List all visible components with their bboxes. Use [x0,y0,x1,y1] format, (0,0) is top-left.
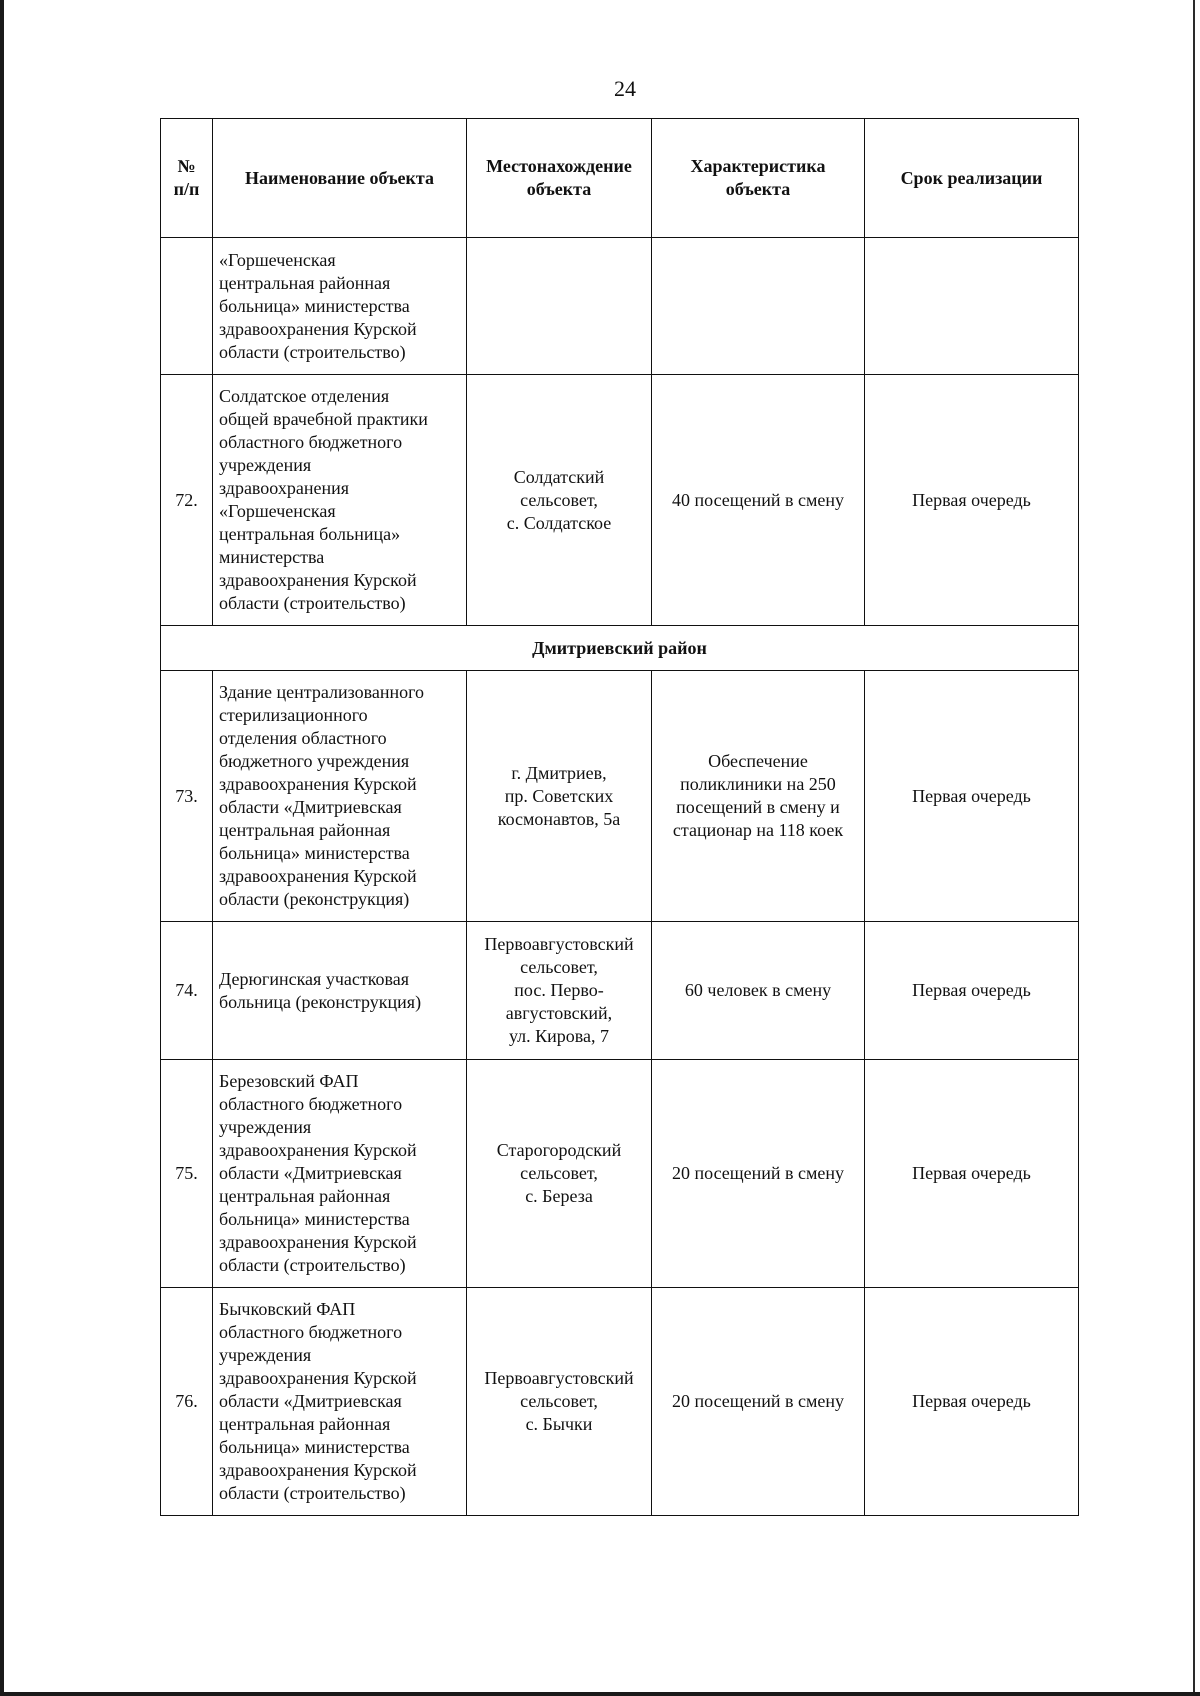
table-row [161,1288,1079,1516]
cell-num: 72. [161,375,213,626]
cell-num: 76. [161,1288,213,1516]
table-row [161,671,1079,922]
cell-term: Первая очередь [865,1060,1079,1288]
cell-name: Дерюгинская участковая больница (реконструкция) [213,922,467,1060]
header-term: Срок реализации [865,119,1079,238]
cell-name: «Горшеченская центральная районная больница» министерства здравоохранения Курской области (строительство) [213,238,467,375]
cell-term [865,238,1079,375]
header-num: № п/п [161,119,213,238]
cell-term: Первая очередь [865,671,1079,922]
header-location: Местонахождение объекта [467,119,652,238]
cell-term: Первая очередь [865,375,1079,626]
cell-name: Бычковский ФАП областного бюджетного учреждения здравоохранения Курской области «Дмитриевская центральная районная больница» министерства здравоохранения Курской области (строительство) [213,1288,467,1516]
cell-characteristic: 40 посещений в смену [652,375,865,626]
cell-name: Солдатское отделения общей врачебной практики областного бюджетного учреждения здравоохранения «Горшеченская центральная больница» министерства здравоохранения Курской области (строительство) [213,375,467,626]
cell-name: Березовский ФАП областного бюджетного учреждения здравоохранения Курской области «Дмитриевская центральная районная больница» министерства здравоохранения Курской области (строительство) [213,1060,467,1288]
table-row [161,922,1079,1060]
cell-name: Здание централизованного стерилизационного отделения областного бюджетного учреждения здравоохранения Курской области «Дмитриевская центральная районная больница» министерства здравоохранения Курской области (реконструкция) [213,671,467,922]
header-characteristic: Характеристика объекта [652,119,865,238]
cell-location: Старогородский сельсовет, с. Береза [467,1060,652,1288]
cell-num: 74. [161,922,213,1060]
cell-location: Солдатский сельсовет, с. Солдатское [467,375,652,626]
table-row [161,1060,1079,1288]
scan-edge-right [1193,0,1195,1696]
scan-edge-left [0,0,4,1696]
cell-characteristic: 60 человек в смену [652,922,865,1060]
cell-characteristic: Обеспечение поликлиники на 250 посещений в смену и стационар на 118 коек [652,671,865,922]
cell-location [467,238,652,375]
section-title-dmitrievsky: Дмитриевский район [161,626,1079,671]
table-row-continued [161,238,1079,375]
table-header-row [161,119,1079,238]
cell-num: 73. [161,671,213,922]
objects-table [160,118,1079,1516]
cell-num: 75. [161,1060,213,1288]
scan-edge-bottom [0,1692,1200,1696]
cell-term: Первая очередь [865,1288,1079,1516]
cell-characteristic: 20 посещений в смену [652,1060,865,1288]
cell-characteristic: 20 посещений в смену [652,1288,865,1516]
cell-characteristic [652,238,865,375]
cell-term: Первая очередь [865,922,1079,1060]
cell-location: Первоавгустовский сельсовет, пос. Перво- августовский, ул. Кирова, 7 [467,922,652,1060]
page-number: 24 [614,76,636,101]
cell-num [161,238,213,375]
section-row [161,626,1079,671]
cell-location: Первоавгустовский сельсовет, с. Бычки [467,1288,652,1516]
cell-location: г. Дмитриев, пр. Советских космонавтов, 5а [467,671,652,922]
table-row [161,375,1079,626]
header-name: Наименование объекта [213,119,467,238]
